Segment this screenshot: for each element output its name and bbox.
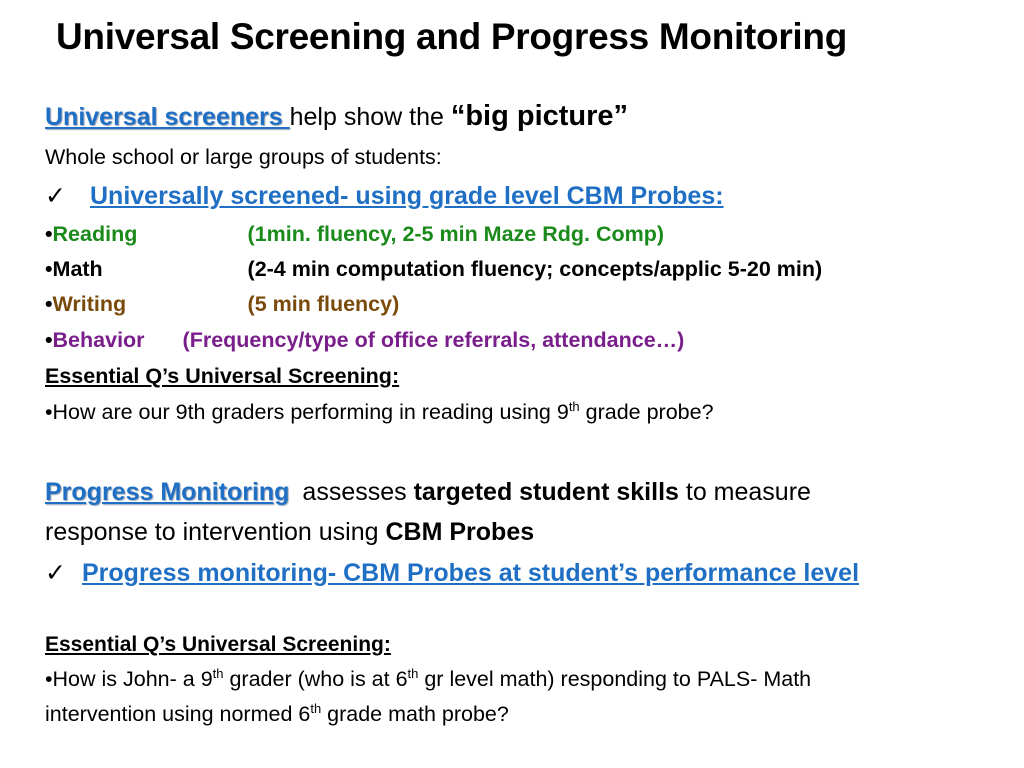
universal-heading-text: help show the [289, 103, 451, 131]
question-1-sup: th [568, 398, 580, 414]
detail-writing: (5 min fluency) [247, 292, 400, 316]
list-item-reading [45, 222, 664, 247]
targeted-skills-text: targeted student skills [413, 478, 679, 506]
essential-question-2-cont [45, 702, 509, 727]
big-picture-text: “big picture” [450, 100, 629, 132]
essential-heading-1: Essential Q’s Universal Screening: [45, 364, 400, 388]
q2-cont-a: intervention using normed 6 [45, 702, 311, 726]
progress-monitoring-link[interactable]: Progress Monitoring [45, 478, 290, 506]
check-icon: ✓ [45, 559, 66, 587]
list-item-behavior [45, 328, 684, 353]
universal-subline: Whole school or large groups of students: [45, 145, 442, 169]
progress-monitoring-probes-link[interactable]: Progress monitoring- CBM Probes at student’s performance level [82, 559, 860, 587]
universally-screened-link[interactable]: Universally screened- using grade level CBM Probes: [90, 182, 724, 210]
universal-check-line [45, 181, 724, 211]
bullet: • [45, 257, 53, 281]
bullet: • [45, 222, 53, 246]
essential-question-1 [45, 400, 714, 425]
slide-title: Universal Screening and Progress Monitoring [56, 16, 848, 57]
category-writing: Writing [52, 292, 127, 316]
q2-sup-2: th [407, 665, 419, 681]
q2-sup-1: th [212, 665, 224, 681]
detail-math: (2-4 min computation fluency; concepts/applic 5-20 min) [247, 257, 823, 281]
progress-heading [45, 478, 811, 507]
progress-text-1: assesses [295, 478, 414, 506]
category-behavior: Behavior [52, 328, 145, 352]
category-reading: Reading [52, 222, 138, 246]
q2-cont-b: grade math probe? [321, 702, 509, 726]
universal-screeners-link[interactable]: Universal screeners [45, 103, 290, 131]
list-item-math [45, 257, 822, 282]
check-icon: ✓ [45, 182, 66, 210]
essential-heading-2: Essential Q’s Universal Screening: [45, 633, 391, 656]
universal-heading [45, 100, 628, 133]
category-math: Math [52, 257, 103, 281]
q2-a: •How is John- a 9 [45, 667, 213, 691]
q2-c: gr level math) responding to PALS- Math [418, 667, 812, 691]
cbm-probes-text: CBM Probes [385, 518, 535, 546]
progress-line-2-text: response to intervention using [45, 518, 386, 546]
bullet: • [45, 328, 53, 352]
q2-cont-sup: th [310, 700, 322, 716]
progress-check-line [45, 558, 859, 588]
detail-behavior: (Frequency/type of office referrals, attendance…) [182, 328, 685, 352]
question-1-tail: grade probe? [579, 400, 714, 424]
bullet: • [45, 292, 53, 316]
detail-reading: (1min. fluency, 2-5 min Maze Rdg. Comp) [247, 222, 665, 246]
progress-line-2 [45, 518, 534, 547]
list-item-writing [45, 292, 399, 317]
q2-b: grader (who is at 6 [223, 667, 408, 691]
essential-question-2 [45, 667, 811, 692]
question-1-text: •How are our 9th graders performing in reading using 9 [45, 400, 569, 424]
progress-text-2: to measure [678, 478, 811, 506]
